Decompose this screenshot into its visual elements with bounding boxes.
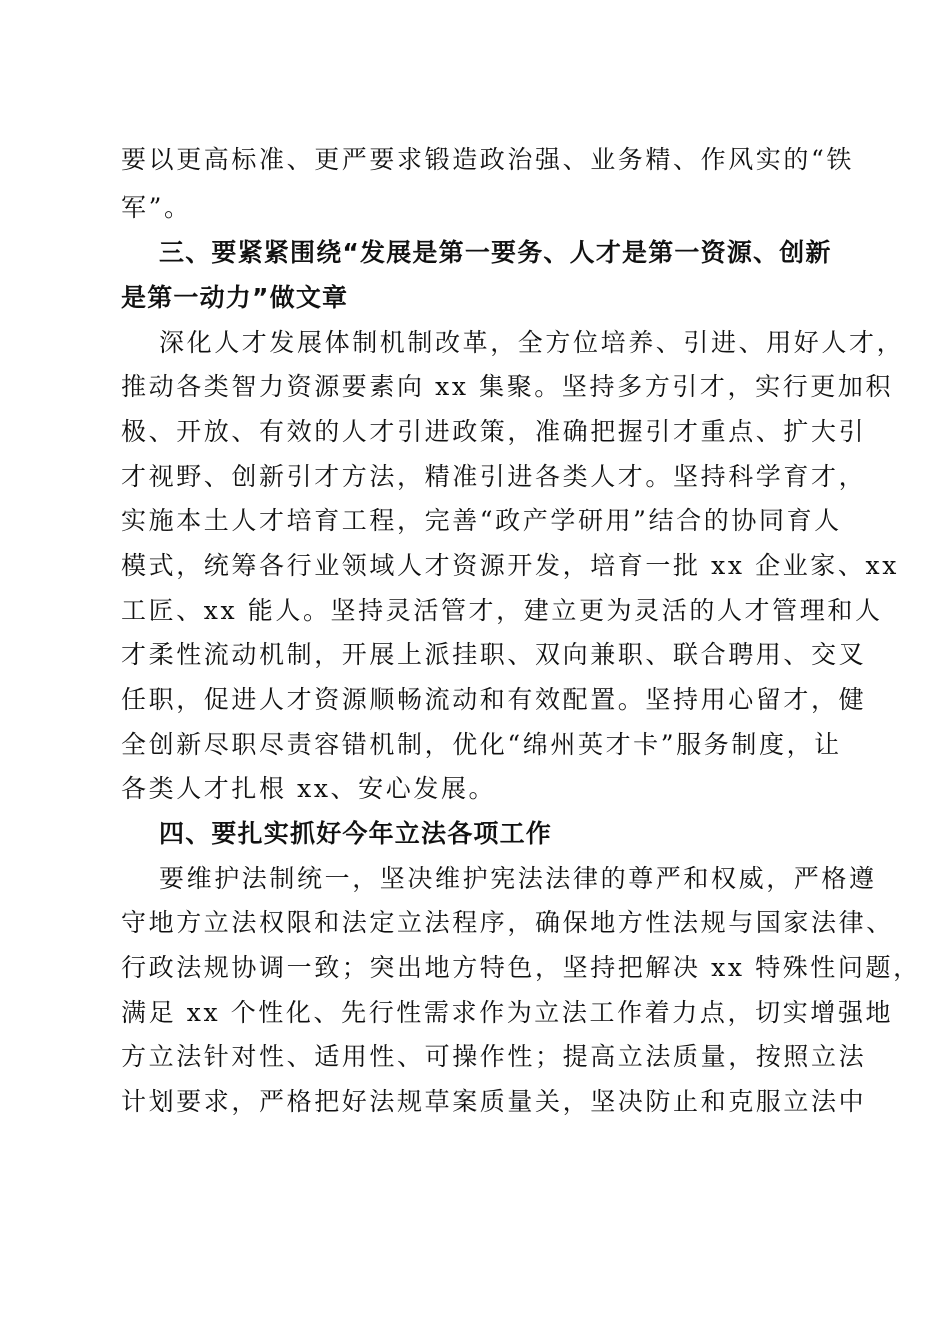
body-text-line: 满足 xx 个性化、先行性需求作为立法工作着力点，切实增强地 <box>121 998 894 1027</box>
body-text-line: 任职，促进人才资源顺畅流动和有效配置。坚持用心留才，健 <box>121 685 867 714</box>
body-text-line: 深化人才发展体制机制改革，全方位培养、引进、用好人才， <box>159 328 905 357</box>
body-text-line: 要维护法制统一，坚决维护宪法法律的尊严和权威，严格遵 <box>159 864 877 893</box>
body-text-line: 行政法规协调一致；突出地方特色，坚持把解决 xx 特殊性问题， <box>121 953 921 982</box>
body-text-line: 推动各类智力资源要素向 xx 集聚。坚持多方引才，实行更加积 <box>121 372 894 401</box>
body-text-line: 极、开放、有效的人才引进政策，准确把握引才重点、扩大引 <box>121 417 867 446</box>
section-heading-4: 四、要扎实抓好今年立法各项工作 <box>159 819 553 848</box>
section-heading-3: 三、要紧紧围绕“发展是第一要务、人才是第一资源、创新 <box>159 238 832 267</box>
section-heading-3-continued: 是第一动力”做文章 <box>121 283 349 312</box>
body-text-line: 各类人才扎根 xx、安心发展。 <box>121 774 497 803</box>
body-text-line: 才柔性流动机制，开展上派挂职、双向兼职、联合聘用、交叉 <box>121 640 867 669</box>
body-text-line: 工匠、xx 能人。坚持灵活管才，建立更为灵活的人才管理和人 <box>121 596 883 625</box>
body-text-line: 守地方立法权限和法定立法程序，确保地方性法规与国家法律、 <box>121 908 894 937</box>
body-text-line: 方立法针对性、适用性、可操作性；提高立法质量，按照立法 <box>121 1042 867 1071</box>
body-text-line: 计划要求，严格把好法规草案质量关，坚决防止和克服立法中 <box>121 1087 867 1116</box>
body-text-line: 要以更高标准、更严要求锻造政治强、业务精、作风实的“铁 <box>121 145 854 174</box>
body-text-line: 模式，统筹各行业领域人才资源开发，培育一批 xx 企业家、xx <box>121 551 899 580</box>
body-text-line: 实施本土人才培育工程，完善“政产学研用”结合的协同育人 <box>121 506 842 535</box>
body-text-line: 全创新尽职尽责容错机制，优化“绵州英才卡”服务制度，让 <box>121 730 842 759</box>
body-text-line: 才视野、创新引才方法，精准引进各类人才。坚持科学育才， <box>121 462 867 491</box>
body-text-line: 军”。 <box>121 193 192 222</box>
